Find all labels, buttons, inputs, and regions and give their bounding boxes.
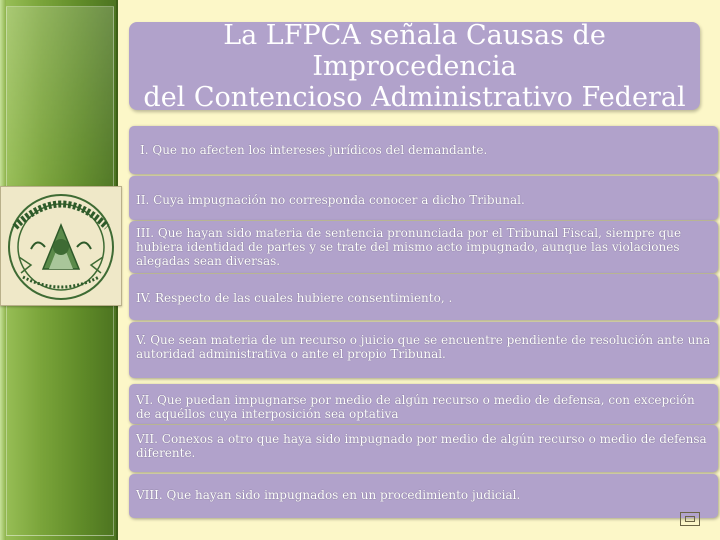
cause-text: V. Que sean materia de un recurso o juicio que se encuentre pendiente de resolución ante una autoridad administrativa o ante el propio Tribunal. bbox=[136, 333, 711, 361]
presentation-icon[interactable] bbox=[680, 512, 700, 526]
cause-text: IV. Respecto de las cuales hubiere consentimiento, . bbox=[136, 291, 453, 305]
national-seal-image bbox=[0, 186, 122, 306]
cause-text: VI. Que puedan impugnarse por medio de algún recurso o medio de defensa, con excepción de aquéllos cuya interposición sea optativa bbox=[136, 393, 695, 421]
cause-item-3 bbox=[129, 221, 718, 273]
slide-title bbox=[129, 19, 700, 113]
seal-icon bbox=[1, 187, 121, 305]
cause-text: II. Cuya impugnación no corresponda conocer a dicho Tribunal. bbox=[136, 193, 525, 207]
cause-item-2 bbox=[129, 176, 718, 220]
cause-text: VII. Conexos a otro que haya sido impugnado por medio de algún recurso o medio de defensa diferente. bbox=[136, 432, 707, 460]
cause-text: I. Que no afecten los intereses jurídicos del demandante. bbox=[140, 143, 488, 157]
cause-text: VIII. Que hayan sido impugnados en un procedimiento judicial. bbox=[136, 488, 521, 502]
cause-item-5 bbox=[129, 322, 718, 378]
cause-item-8 bbox=[129, 474, 718, 518]
cause-item-1 bbox=[129, 126, 718, 174]
cause-text: III. Que hayan sido materia de sentencia pronunciada por el Tribunal Fiscal, siempre que hubiera identidad de partes y se trate del mismo acto impugnado, aunque las violaciones alegadas sean diversas. bbox=[136, 226, 682, 268]
slide-title-line-2: del Contencioso Administrativo Federal bbox=[143, 81, 686, 113]
slide-title-line-1: La LFPCA señala Causas de Improcedencia bbox=[223, 19, 606, 82]
cause-item-6 bbox=[129, 384, 718, 424]
cause-item-4 bbox=[129, 274, 718, 320]
cause-item-7 bbox=[129, 425, 718, 472]
